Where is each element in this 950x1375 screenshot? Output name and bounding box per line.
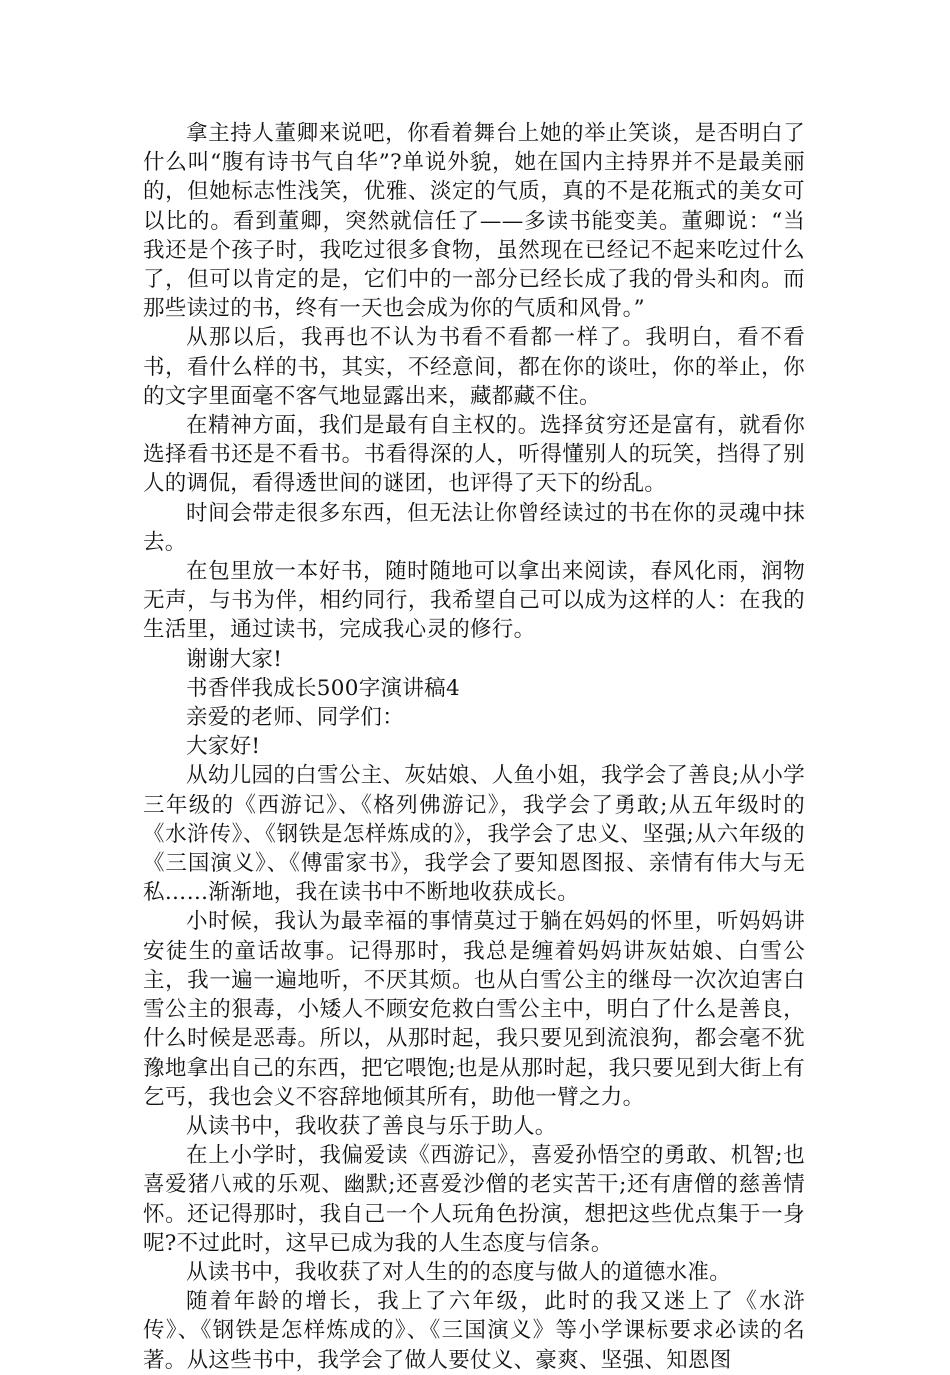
salutation: 亲爱的老师、同学们： bbox=[186, 705, 405, 731]
paragraph: 随着年龄的增长，我上了六年级，此时的我又迷上了《水浒传》、《钢铁是怎样炼成的》、《三国演义》等小学课标要求必读的名著。从这些书中，我学会了做人要仗义、豪爽、坚强、知恩图 bbox=[143, 1289, 805, 1373]
section-heading: 书香伴我成长500字演讲稿4 bbox=[186, 675, 460, 701]
document-body bbox=[143, 119, 805, 1375]
paragraph: 在精神方面，我们是最有自主权的。选择贫穷还是富有，就看你选择看书还是不看书。书看得深的人，听得懂别人的玩笑，挡得了别人的调侃，看得透世间的谜团，也评得了天下的纷乱。 bbox=[143, 413, 805, 497]
paragraph: 从那以后，我再也不认为书看不看都一样了。我明白，看不看书，看什么样的书，其实，不经意间，都在你的谈吐，你的举止，你的文字里面毫不客气地显露出来，藏都藏不住。 bbox=[143, 325, 805, 409]
greeting: 大家好! bbox=[186, 734, 261, 760]
paragraph: 在上小学时，我偏爱读《西游记》，喜爱孙悟空的勇敢、机智;也喜爱猪八戒的乐观、幽默;还喜爱沙僧的老实苦干;还有唐僧的慈善情怀。还记得那时，我自己一个人玩角色扮演，想把这些优点集于一身呢?不过此时，这早已成为我的人生态度与信条。 bbox=[143, 1143, 805, 1256]
paragraph: 拿主持人董卿来说吧，你看着舞台上她的举止笑谈，是否明白了什么叫“腹有诗书气自华”?单说外貌，她在国内主持界并不是最美丽的，但她标志性浅笑，优雅、淡定的气质，真的不是花瓶式的美女可以比的。看到董卿，突然就信任了——多读书能变美。董卿说：“当我还是个孩子时，我吃过很多食物，虽然现在已经记不起来吃过什么了，但可以肯定的是，它们中的一部分已经长成了我的骨头和肉。而那些读过的书，终有一天也会成为你的气质和风骨。” bbox=[143, 121, 805, 322]
closing-line: 谢谢大家! bbox=[186, 646, 283, 672]
paragraph: 在包里放一本好书，随时随地可以拿出来阅读，春风化雨，润物无声，与书为伴，相约同行，我希望自己可以成为这样的人：在我的生活里，通过读书，完成我心灵的修行。 bbox=[143, 559, 805, 643]
paragraph: 从幼儿园的白雪公主、灰姑娘、人鱼小姐，我学会了善良;从小学三年级的《西游记》、《格列佛游记》，我学会了勇敢;从五年级时的《水浒传》、《钢铁是怎样炼成的》，我学会了忠义、坚强;从六年级的《三国演义》、《傅雷家书》，我学会了要知恩图报、亲情有伟大与无私……渐渐地，我在读书中不断地收获成长。 bbox=[143, 763, 805, 906]
paragraph: 小时候，我认为最幸福的事情莫过于躺在妈妈的怀里，听妈妈讲安徒生的童话故事。记得那时，我总是缠着妈妈讲灰姑娘、白雪公主，我一遍一遍地听，不厌其烦。也从白雪公主的继母一次次迫害白雪公主的狠毒，小矮人不顾安危救白雪公主中，明白了什么是善良，什么时候是恶毒。所以，从那时起，我只要见到流浪狗，都会毫不犹豫地拿出自己的东西，把它喂饱;也是从那时起，我只要见到大街上有乞丐，我也会义不容辞地倾其所有，助他一臂之力。 bbox=[143, 909, 805, 1110]
paragraph: 时间会带走很多东西，但无法让你曾经读过的书在你的灵魂中抹去。 bbox=[143, 500, 805, 555]
paragraph: 从读书中，我收获了善良与乐于助人。 bbox=[186, 1113, 557, 1139]
paragraph: 从读书中，我收获了对人生的的态度与做人的道德水准。 bbox=[186, 1259, 732, 1285]
